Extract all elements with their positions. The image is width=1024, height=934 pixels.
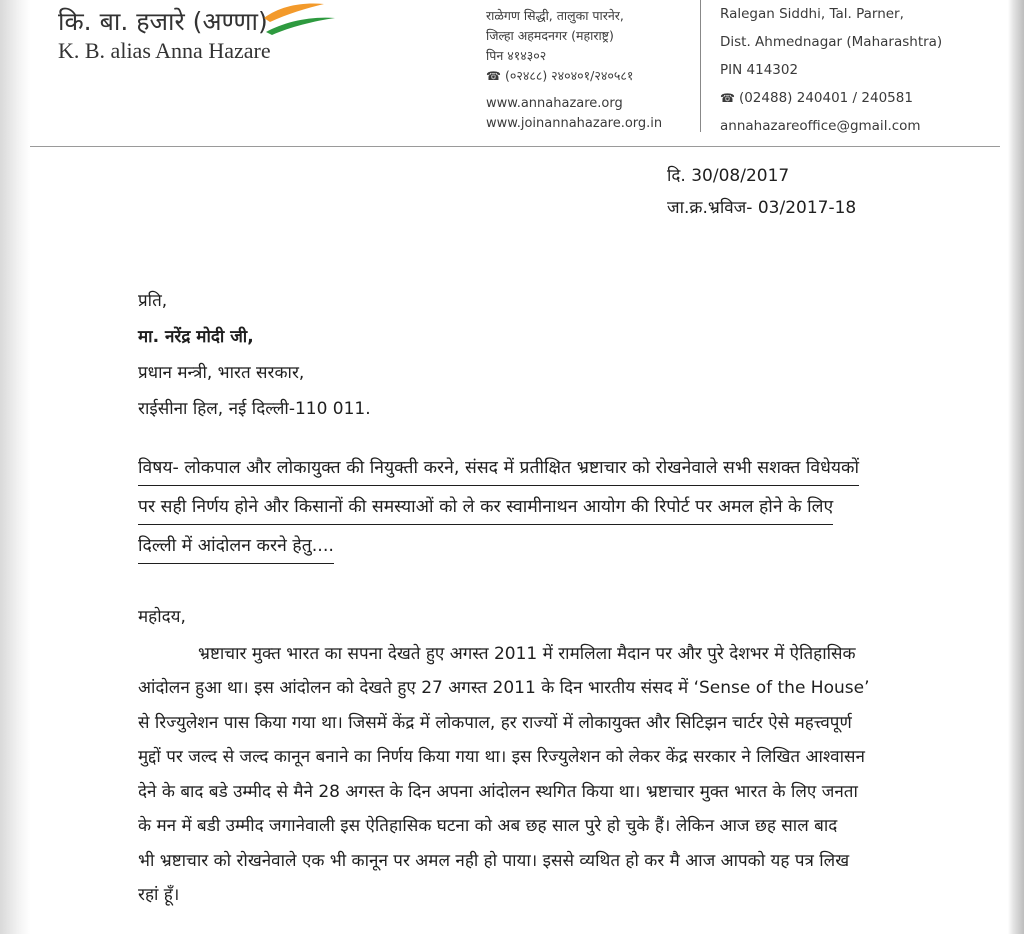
- letter-body: [138, 600, 908, 913]
- address-hindi-line: जिल्हा अहमदनगर (महाराष्ट्र): [486, 28, 614, 43]
- website-link[interactable]: www.joinannahazare.org.in: [486, 116, 663, 131]
- addressee-name: मा. नरेंद्र मोदी जी,: [138, 327, 254, 347]
- address-english-line: Ralegan Siddhi, Tal. Parner,: [720, 6, 904, 22]
- body-line: के मन में बडी उम्मीद जगानेवाली इस ऐतिहासिक घटना को अब छह साल पुरे हो चुके हैं। लेकिन आज छह साल बाद: [138, 816, 838, 836]
- addressee-prefix: प्रति,: [138, 291, 168, 311]
- flag-green-stroke: [266, 18, 335, 35]
- body-line: देने के बाद बडे उम्मीद से मैने 28 अगस्त के दिन अपना आंदोलन स्थगित किया था। भ्रष्टाचार मुक्त भारत के लिए जनता: [138, 781, 858, 802]
- address-english-line: PIN 414302: [720, 62, 799, 78]
- body-line: आंदोलन हुआ था। इस आंदोलन को देखते हुए 27 अगस्त 2011 के दिन भारतीय संसद में ‘Sense of the House’: [138, 678, 870, 698]
- website-link[interactable]: www.annahazare.org: [486, 96, 623, 111]
- subject-line: दिल्ली में आंदोलन करने हेतु....: [138, 530, 334, 564]
- letter-reference: जा.क्र.भ्रविज- 03/2017-18: [667, 198, 857, 218]
- addressee-block: [138, 283, 371, 427]
- letter-date: दि. 30/08/2017: [667, 166, 790, 186]
- body-line: रहां हूँ।: [138, 885, 180, 905]
- tricolor-flag-logo: [262, 2, 337, 36]
- letterhead-name-english: K. B. alias Anna Hazare: [58, 38, 271, 63]
- telephone-icon: ☎: [486, 69, 501, 83]
- address-hindi-line: राळेगण सिद्धी, तालुका पारनेर,: [486, 8, 624, 23]
- phone-english-text: (02488) 240401 / 240581: [738, 90, 913, 106]
- salutation: महोदय,: [138, 607, 186, 627]
- subject-block: [138, 452, 859, 569]
- date-reference-block: [667, 160, 856, 224]
- header-divider: [700, 0, 701, 132]
- letterhead-address-hindi: [486, 6, 633, 86]
- letterhead-address-english: [720, 0, 942, 140]
- address-english-line: Dist. Ahmednagar (Maharashtra): [720, 34, 943, 50]
- address-hindi-line: पिन ४१४३०२: [486, 48, 547, 63]
- telephone-icon: ☎: [720, 91, 735, 105]
- phone-hindi-text: (०२४८८) २४०४०१/२४०५८१: [504, 68, 634, 83]
- subject-line: पर सही निर्णय होने और किसानों की समस्याओं को ले कर स्वामीनाथन आयोग की रिपोर्ट पर अमल होने के लिए: [138, 491, 833, 525]
- body-line: भी भ्रष्टाचार को रोखनेवाले एक भी कानून पर अमल नही हो पाया। इससे व्यथित हो कर मै आज आपको यह पत्र लिख: [138, 850, 850, 871]
- body-line: भ्रष्टाचार मुक्त भारत का सपना देखते हुए अगस्त 2011 में रामलिला मैदान पर और पुरे देशभर में ऐतिहासिक: [198, 643, 856, 664]
- letterhead-websites: [486, 94, 662, 134]
- body-line: से रिज्युलेशन पास किया गया था। जिसमें केंद्र में लोकपाल, हर राज्यों में लोकायुक्त और सिटिझन चार्टर ऐसे महत्त्वपूर्ण: [138, 712, 852, 733]
- scan-right-edge: [1008, 0, 1024, 934]
- address-english-phone: [720, 84, 942, 112]
- scan-left-edge: [0, 0, 30, 934]
- header-rule: [30, 146, 1000, 147]
- addressee-designation: प्रधान मन्त्री, भारत सरकार,: [138, 363, 305, 383]
- subject-line: विषय- लोकपाल और लोकायुक्त की नियुक्ती करने, संसद में प्रतीक्षित भ्रष्टाचार को रोखनेवाले सभी सशक्त विधेयकों: [138, 452, 859, 486]
- letterhead-name-hindi: कि. बा. हजारे (अण्णा): [58, 7, 268, 36]
- email-link[interactable]: annahazareoffice@gmail.com: [720, 118, 921, 134]
- address-hindi-phone: [486, 66, 633, 86]
- addressee-address: राईसीना हिल, नई दिल्ली-110 011.: [138, 399, 371, 419]
- body-line: मुद्दों पर जल्द से जल्द कानून बनाने का निर्णय किया गया था। इस रिज्युलेशन को लेकर केंद्र सरकार ने लिखित आश्वासन: [138, 747, 865, 767]
